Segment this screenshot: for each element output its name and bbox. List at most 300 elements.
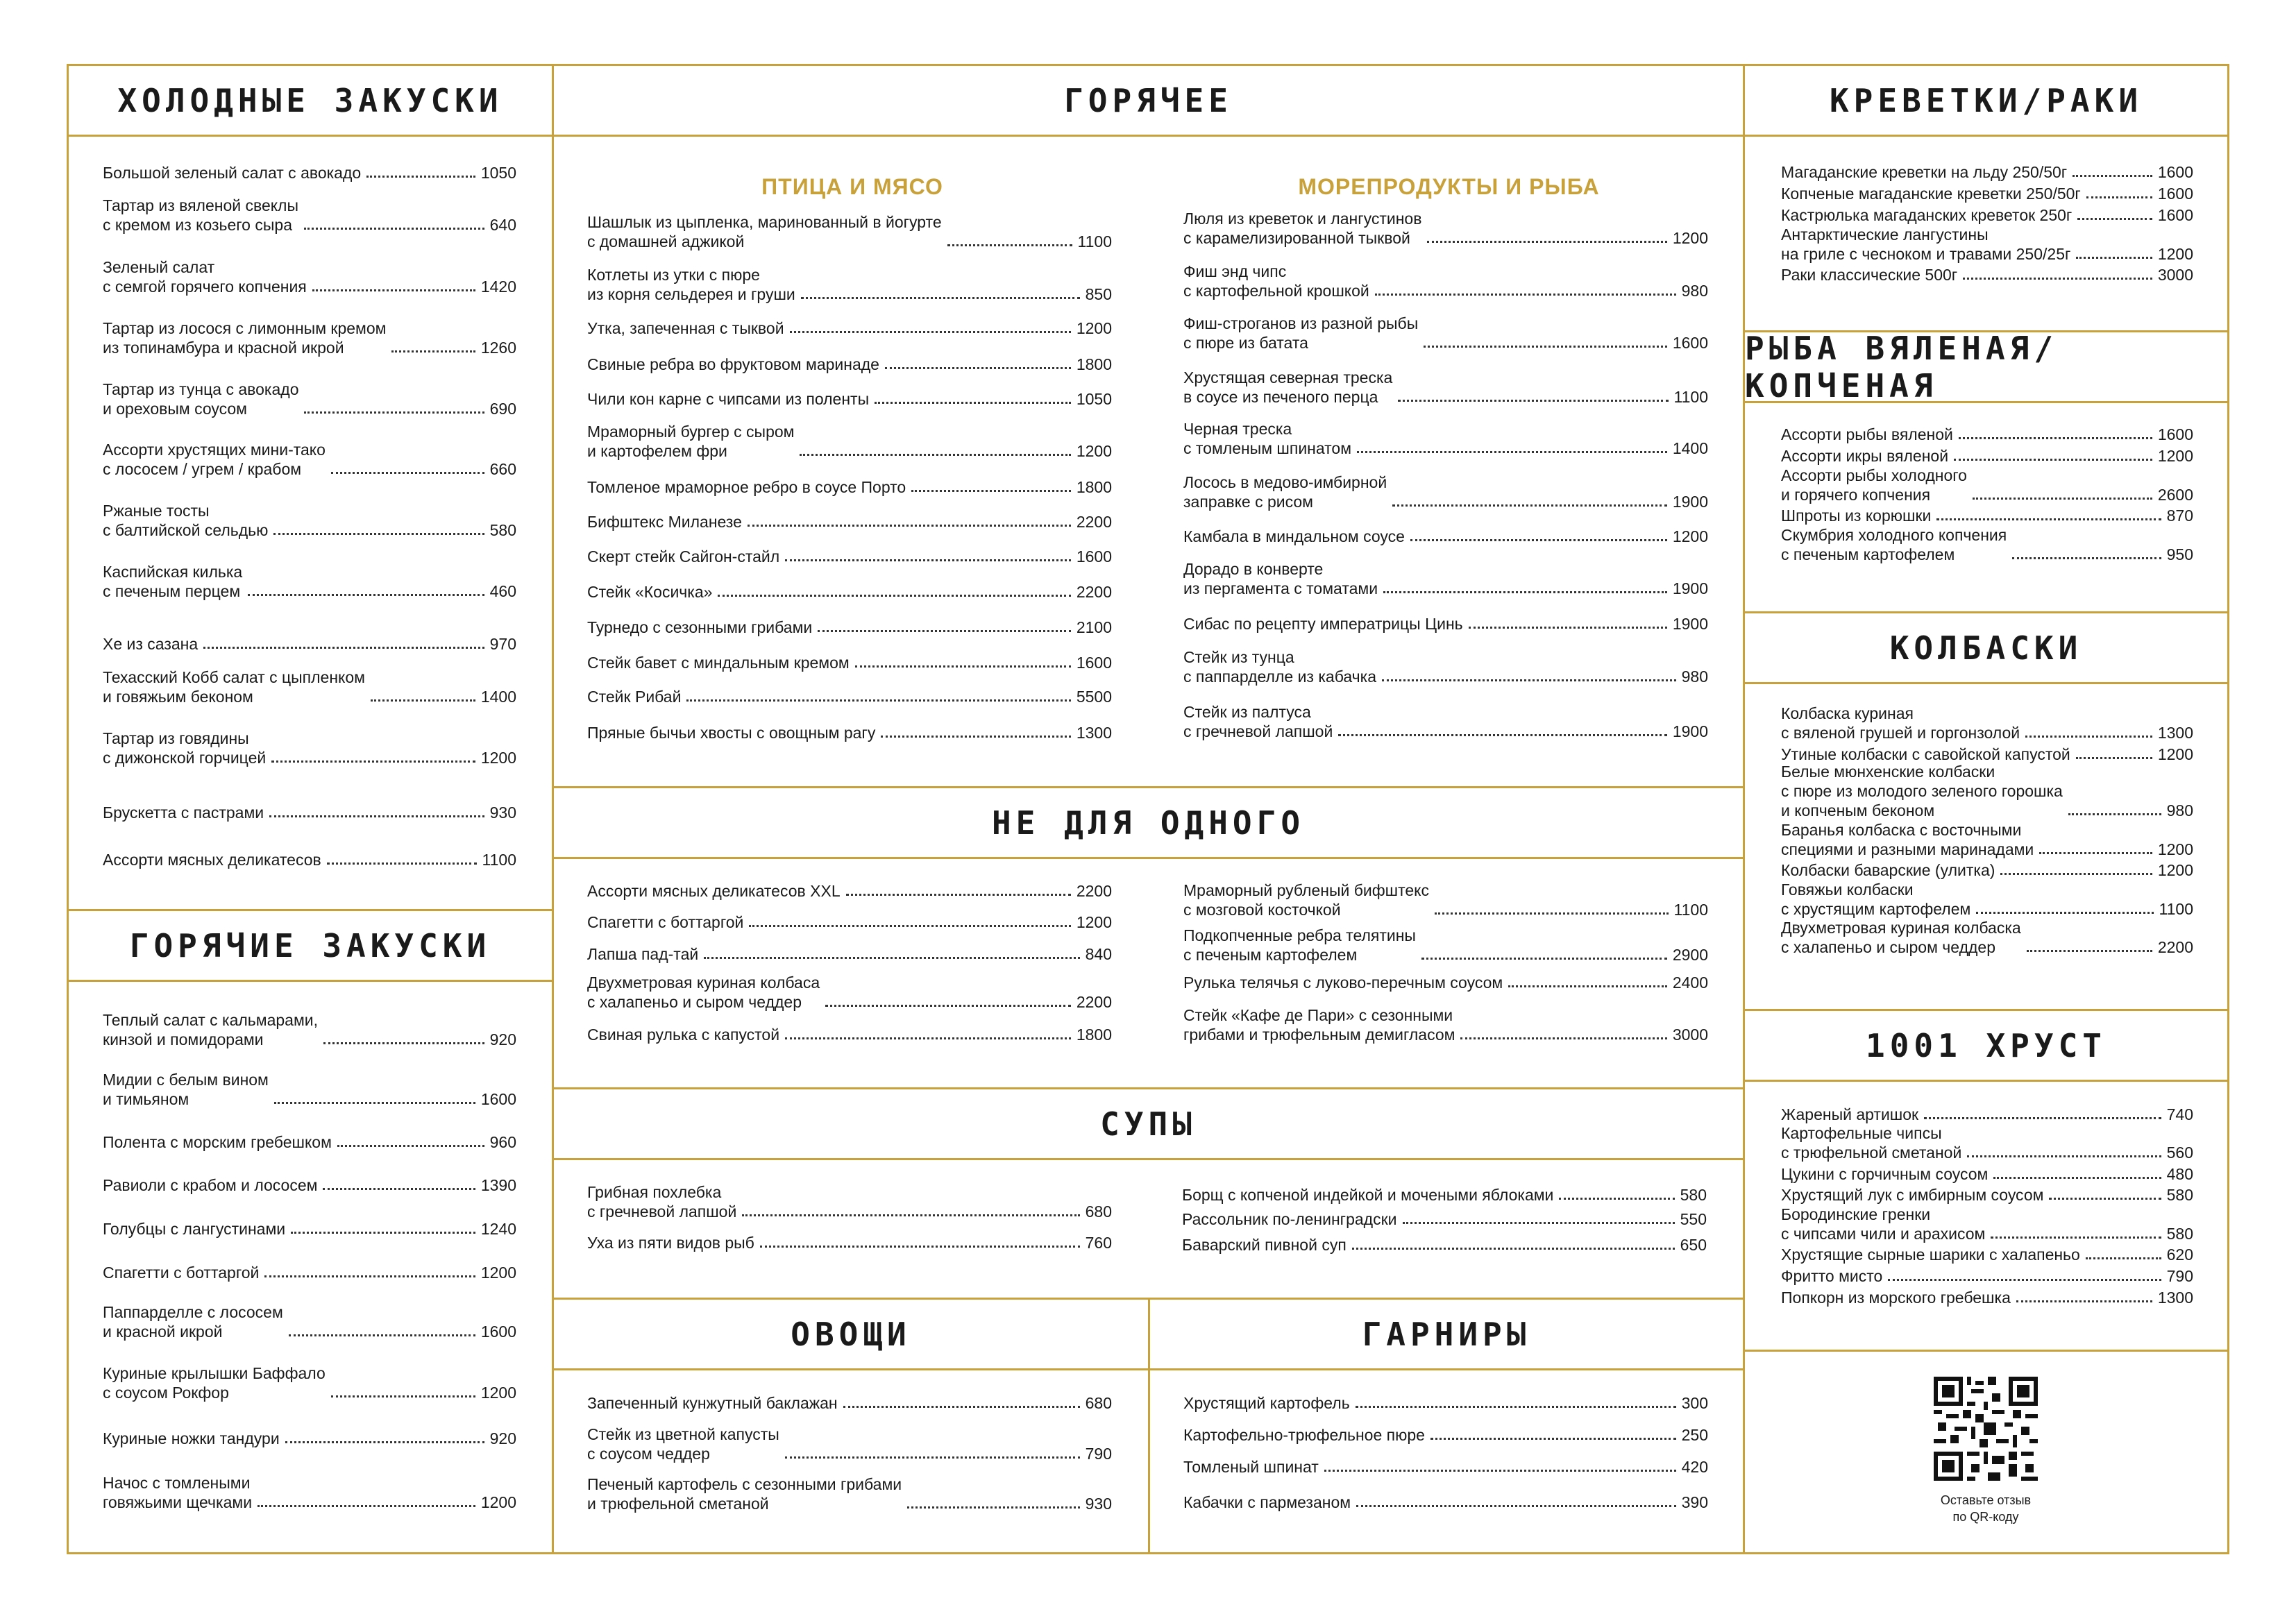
menu-item — [1781, 525, 2193, 564]
menu-item-name: Сибас по рецепту императрицы Цинь — [1183, 615, 1463, 633]
dot-leader — [2039, 852, 2152, 854]
menu-item — [1781, 466, 2193, 504]
menu-item-name: Кастрюлька магаданских креветок 250г — [1781, 206, 2073, 224]
dot-leader — [2012, 557, 2161, 559]
dot-leader — [2025, 736, 2152, 738]
section-title: НЕ ДЛЯ ОДНОГО — [554, 788, 1743, 859]
dot-leader — [1424, 346, 1667, 348]
menu-item — [1183, 1393, 1708, 1413]
menu-item-price: 1200 — [1672, 229, 1708, 247]
menu-item-price: 480 — [2166, 1165, 2193, 1183]
menu-item-name: Мраморный бургер с сыром и картофелем фри — [587, 423, 795, 460]
menu-item-name: Рулька телячья с луково-перечным соусом — [1183, 974, 1503, 992]
menu-item-price: 1300 — [2157, 724, 2193, 742]
qr-caption: Оставьте отзыв по QR-коду — [1940, 1493, 2032, 1524]
menu-item-price: 1200 — [480, 1264, 516, 1282]
menu-item — [103, 318, 516, 357]
menu-item-name: Колбаска куриная с вяленой грушей и горгонзолой — [1781, 704, 2020, 742]
dot-leader — [285, 1441, 484, 1443]
menu-item-name: Голубцы с лангустинами — [103, 1220, 286, 1238]
menu-item-price: 550 — [1680, 1210, 1707, 1228]
menu-item-price: 1200 — [480, 1493, 516, 1511]
menu-item — [1183, 973, 1708, 992]
menu-item-price: 2900 — [1672, 946, 1708, 964]
menu-item-name: Теплый салат с кальмарами, кинзой и помидорами — [103, 1011, 319, 1048]
menu-item — [587, 477, 1112, 497]
menu-item-name: Стейк «Кафе де Пари» с сезонными грибами и трюфельным демигласом — [1183, 1006, 1455, 1044]
menu-item-name: Картофельно-трюфельное пюре — [1183, 1426, 1425, 1444]
menu-item-price: 1200 — [2157, 245, 2193, 263]
menu-item — [1183, 527, 1708, 546]
menu-item — [1781, 745, 2193, 764]
dot-leader — [825, 1005, 1071, 1007]
menu-item — [103, 668, 516, 706]
menu-item-price: 1400 — [480, 688, 516, 706]
menu-item-name: Фиш-строганов из разной рыбы с пюре из батата — [1183, 314, 1419, 352]
menu-item-price: 1100 — [1077, 232, 1112, 250]
dot-leader — [885, 367, 1071, 369]
dot-leader — [1356, 1505, 1676, 1507]
menu-item-price: 1420 — [480, 278, 516, 296]
dot-leader — [881, 736, 1071, 738]
dot-leader — [1338, 734, 1667, 736]
dot-leader — [1352, 1248, 1675, 1250]
menu-item-price: 1600 — [2157, 163, 2193, 181]
section-title: 1001 ХРУСТ — [1745, 1011, 2227, 1082]
menu-item-price: 950 — [2166, 545, 2193, 563]
menu-item-price: 680 — [1085, 1203, 1112, 1221]
menu-item-name: Тартар из говядины с дижонской горчицей — [103, 729, 267, 767]
menu-item-price: 650 — [1680, 1236, 1707, 1254]
menu-item-name: Колбаски баварские (улитка) — [1781, 861, 1995, 879]
dot-leader — [1888, 1279, 2161, 1281]
menu-item-name: Каспийская килька с печеным перцем — [103, 563, 243, 600]
menu-item-name: Уха из пяти видов рыб — [587, 1234, 754, 1252]
menu-item — [103, 380, 516, 418]
menu-item-name: Техасский Кобб салат с цыпленком и говяжьим беконом — [103, 668, 365, 706]
dot-leader — [875, 402, 1071, 404]
menu-item-name: Цукини с горчичным соусом — [1781, 1165, 1989, 1183]
menu-item — [1183, 314, 1708, 352]
menu-item-price: 1600 — [480, 1323, 516, 1341]
section-title: ГОРЯЧИЕ ЗАКУСКИ — [69, 911, 552, 982]
menu-item — [1183, 419, 1708, 458]
dot-leader — [366, 176, 475, 178]
menu-item-price: 1200 — [1076, 913, 1112, 931]
menu-item-price: 620 — [2166, 1246, 2193, 1264]
qr-code-icon[interactable] — [1934, 1377, 2038, 1481]
menu-item — [587, 723, 1112, 742]
section-title: КОЛБАСКИ — [1745, 613, 2227, 684]
dot-leader — [2086, 1257, 2161, 1259]
menu-item — [103, 1263, 516, 1282]
dot-leader — [371, 699, 475, 702]
menu-item-price: 870 — [2166, 507, 2193, 525]
dot-leader — [327, 863, 477, 865]
menu-item-price: 980 — [2166, 801, 2193, 819]
menu-item — [587, 1393, 1112, 1413]
menu-item — [1183, 1493, 1708, 1512]
menu-item-price: 2400 — [1672, 974, 1708, 992]
menu-item-name: Баранья колбаска с восточными специями и разными маринадами — [1781, 821, 2034, 858]
menu-item-price: 1600 — [2157, 185, 2193, 203]
dot-leader — [843, 1406, 1080, 1408]
menu-item — [1781, 1105, 2193, 1124]
dot-leader — [1356, 1406, 1676, 1408]
dot-leader — [748, 525, 1071, 527]
dot-leader — [304, 228, 484, 230]
dot-leader — [1976, 912, 2153, 914]
dot-leader — [2000, 873, 2152, 875]
menu-item-name: Чили кон карне с чипсами из поленты — [587, 390, 870, 408]
menu-item-name: Куриные крылышки Баффало с соусом Рокфор — [103, 1364, 326, 1402]
menu-item-price: 660 — [489, 460, 516, 478]
section-title: ОВОЩИ — [554, 1300, 1148, 1370]
dot-leader — [947, 244, 1072, 246]
menu-item-price: 1200 — [480, 749, 516, 767]
menu-item — [587, 355, 1112, 374]
dot-leader — [1959, 437, 2152, 439]
menu-item — [587, 389, 1112, 409]
dot-leader — [749, 925, 1070, 927]
menu-item-name: Хрустящий картофель — [1183, 1394, 1350, 1412]
dot-leader — [2016, 1300, 2152, 1302]
dot-leader — [337, 1145, 484, 1147]
menu-item — [1182, 1185, 1707, 1205]
menu-item — [103, 1363, 516, 1402]
dot-leader — [1435, 912, 1669, 915]
menu-item-price: 840 — [1085, 945, 1112, 963]
dot-leader — [1421, 958, 1667, 960]
menu-item-name: Подкопченные ребра телятины с печеным картофелем — [1183, 926, 1416, 964]
menu-item — [103, 196, 516, 235]
menu-item-price: 1200 — [1076, 442, 1112, 460]
menu-item-name: Начос с томлеными говяжьими щечками — [103, 1474, 253, 1511]
menu-item-price: 980 — [1681, 282, 1708, 300]
menu-item — [587, 582, 1112, 602]
menu-item-name: Печеный картофель с сезонными грибами и трюфельной сметаной — [587, 1475, 902, 1513]
menu-item-price: 920 — [489, 1030, 516, 1048]
menu-item — [587, 212, 1112, 251]
menu-item-price: 1900 — [1672, 493, 1708, 511]
menu-item-name: Паппарделле с лососем и красной икрой — [103, 1303, 283, 1341]
menu-item — [1781, 1205, 2193, 1243]
menu-item-name: Скумбрия холодного копчения с печеным картофелем — [1781, 526, 2007, 563]
menu-item-name: Фритто мисто — [1781, 1267, 1883, 1285]
menu-item-price: 300 — [1681, 1394, 1708, 1412]
menu-item-name: Стейк из палтуса с гречневой лапшой — [1183, 703, 1333, 740]
menu-item-name: Утиные колбаски с савойской капустой — [1781, 745, 2070, 763]
menu-item-price: 2600 — [2157, 486, 2193, 504]
menu-item-price: 1900 — [1672, 579, 1708, 597]
dot-leader — [1460, 1037, 1666, 1039]
dot-leader — [1398, 400, 1668, 402]
menu-item-price: 3000 — [2157, 266, 2193, 284]
menu-item-name: Скерт стейк Сайгон-стайл — [587, 547, 780, 566]
menu-item-price: 1600 — [480, 1090, 516, 1108]
menu-item — [1781, 860, 2193, 880]
menu-item — [1183, 647, 1708, 686]
menu-item — [1781, 918, 2193, 957]
menu-item — [103, 1302, 516, 1341]
menu-item — [587, 944, 1112, 964]
menu-item-name: Хрустящие сырные шарики с халапеньо — [1781, 1246, 2080, 1264]
menu-item — [1781, 1266, 2193, 1286]
dot-leader — [1508, 985, 1667, 987]
menu-item-name: Тартар из вяленой свеклы с кремом из козьего сыра — [103, 196, 299, 234]
menu-item-price: 760 — [1085, 1234, 1112, 1252]
section-title: СУПЫ — [554, 1089, 1743, 1160]
dot-leader — [274, 1102, 475, 1104]
menu-item — [1182, 1209, 1707, 1229]
menu-item-price: 1900 — [1672, 615, 1708, 633]
dot-leader — [1410, 539, 1667, 541]
menu-item — [587, 265, 1112, 304]
dot-leader — [269, 815, 484, 817]
menu-item-name: Хрустящий лук с имбирным соусом — [1781, 1186, 2044, 1204]
menu-item-price: 1800 — [1076, 478, 1112, 496]
menu-item — [103, 257, 516, 296]
menu-item-price: 1050 — [1076, 390, 1112, 408]
menu-item — [1183, 473, 1708, 511]
dot-leader — [391, 350, 475, 352]
menu-item-price: 1100 — [1673, 388, 1708, 406]
menu-item-name: Ржаные тосты с балтийской сельдью — [103, 502, 269, 539]
menu-item-price: 560 — [2166, 1144, 2193, 1162]
menu-item — [103, 1473, 516, 1512]
dot-leader — [2027, 950, 2152, 952]
dot-leader — [1973, 498, 2152, 500]
subsection-title-seafood: МОРЕПРОДУКТЫ И РЫБА — [1298, 174, 1600, 199]
menu-item-price: 2200 — [1076, 993, 1112, 1011]
menu-item-price: 580 — [489, 521, 516, 539]
menu-item — [103, 850, 516, 869]
menu-item-name: Магаданские креветки на льду 250/50г — [1781, 163, 2068, 181]
menu-item-name: Полента с морским гребешком — [103, 1133, 332, 1151]
menu-item — [1781, 1164, 2193, 1184]
menu-item-price: 1200 — [1076, 319, 1112, 337]
dot-leader — [855, 665, 1071, 668]
dot-leader — [331, 472, 484, 474]
menu-item-name: Ассорти мясных деликатесов XXL — [587, 882, 841, 900]
menu-item — [103, 803, 516, 822]
menu-item-price: 680 — [1085, 1394, 1112, 1412]
menu-item-name: Фиш энд чипс с картофельной крошкой — [1183, 262, 1369, 300]
menu-item-price: 390 — [1681, 1493, 1708, 1511]
menu-item-price: 2200 — [1076, 513, 1112, 531]
menu-item — [103, 440, 516, 479]
dot-leader — [1559, 1198, 1674, 1200]
dot-leader — [271, 760, 475, 763]
menu-item-price: 580 — [1680, 1186, 1707, 1204]
menu-item — [587, 512, 1112, 532]
dot-leader — [1993, 1177, 2161, 1179]
menu-item-price: 1800 — [1076, 1026, 1112, 1044]
menu-item-name: Копченые магаданские креветки 250/50г — [1781, 185, 2081, 203]
menu-item — [1781, 184, 2193, 203]
menu-item — [103, 163, 516, 182]
menu-item — [103, 501, 516, 540]
menu-item — [103, 562, 516, 601]
dot-leader — [323, 1188, 475, 1190]
menu-item — [587, 422, 1112, 461]
dot-leader — [907, 1506, 1079, 1509]
menu-item-price: 1100 — [482, 851, 516, 869]
dot-leader — [304, 411, 484, 414]
menu-item — [587, 618, 1112, 637]
menu-item — [1781, 1123, 2193, 1162]
dot-leader — [911, 490, 1071, 492]
dot-leader — [264, 1275, 475, 1277]
menu-item-price: 850 — [1085, 285, 1112, 303]
menu-item-price: 460 — [489, 582, 516, 600]
menu-item-price: 420 — [1681, 1458, 1708, 1476]
menu-item-price: 580 — [2166, 1186, 2193, 1204]
menu-item-price: 2200 — [2157, 938, 2193, 956]
menu-item-price: 1600 — [1672, 334, 1708, 352]
menu-item-name: Грибная похлебка с гречневой лапшой — [587, 1183, 737, 1221]
menu-item-name: Брускетта с пастрами — [103, 804, 264, 822]
menu-item — [1183, 1457, 1708, 1477]
dot-leader — [1954, 459, 2152, 461]
menu-item — [587, 881, 1112, 901]
dot-leader — [1991, 1237, 2161, 1239]
menu-item — [1183, 614, 1708, 634]
menu-item-price: 790 — [2166, 1267, 2193, 1285]
menu-item-name: Тартар из лосося с лимонным кремом из топинамбура и красной икрой — [103, 319, 387, 357]
dot-leader — [323, 1042, 484, 1044]
dot-leader — [790, 331, 1071, 333]
menu-item-price: 640 — [489, 216, 516, 234]
dot-leader — [760, 1246, 1080, 1248]
menu-item-name: Белые мюнхенские колбаски с пюре из молодого зеленого горошка и копченым беконом — [1781, 763, 2063, 819]
menu-item-name: Говяжьи колбаски с хрустящим картофелем — [1781, 881, 1971, 918]
dot-leader — [2073, 175, 2152, 177]
menu-item — [587, 547, 1112, 566]
menu-item — [587, 318, 1112, 338]
dot-leader — [686, 699, 1070, 702]
menu-item-name: Спагетти с боттаргой — [103, 1264, 260, 1282]
menu-item — [587, 1025, 1112, 1044]
menu-item-name: Рассольник по-ленинградски — [1182, 1210, 1397, 1228]
menu-item — [1182, 1235, 1707, 1255]
menu-item-name: Хрустящая северная треска в соусе из печеного перца — [1183, 368, 1393, 406]
menu-item — [1781, 1245, 2193, 1264]
dot-leader — [1382, 679, 1676, 681]
menu-item-name: Двухметровая куриная колбаса с халапеньо и сыром чеддер — [587, 974, 820, 1011]
menu-item — [1781, 1288, 2193, 1307]
menu-item — [1781, 225, 2193, 264]
dot-leader — [1469, 627, 1667, 629]
menu-item-price: 1600 — [2157, 425, 2193, 443]
menu-item-price: 1260 — [480, 339, 516, 357]
menu-item-name: Люля из креветок и лангустинов с карамелизированной тыквой — [1183, 210, 1422, 247]
dot-leader — [1403, 1222, 1675, 1224]
menu-item-name: Попкорн из морского гребешка — [1781, 1289, 2011, 1307]
dot-leader — [289, 1334, 475, 1336]
menu-item — [1781, 265, 2193, 284]
menu-item-price: 790 — [1085, 1445, 1112, 1463]
dot-leader — [785, 1037, 1071, 1039]
menu-item-name: Томленый шпинат — [1183, 1458, 1319, 1476]
section-title: ГАРНИРЫ — [1150, 1300, 1743, 1370]
menu-item-name: Котлеты из утки с пюре из корня сельдерея и груши — [587, 266, 795, 303]
menu-item — [587, 912, 1112, 932]
menu-item-price: 1600 — [2157, 206, 2193, 224]
menu-item — [587, 1425, 1112, 1463]
menu-item-price: 5500 — [1076, 688, 1112, 706]
dot-leader — [2068, 813, 2161, 815]
menu-item — [1781, 762, 2193, 820]
menu-item-name: Двухметровая куриная колбаска с халапеньо и сыром чеддер — [1781, 919, 2021, 956]
dot-leader — [818, 630, 1071, 632]
menu-item-name: Раки классические 500г — [1781, 266, 1958, 284]
menu-item-name: Стейк из тунца с паппарделле из кабачка — [1183, 648, 1376, 686]
section-title: РЫБА ВЯЛЕНАЯ/КОПЧЕНАЯ — [1745, 332, 2227, 403]
dot-leader — [331, 1395, 475, 1397]
menu-item-name: Борщ с копченой индейкой и мочеными яблоками — [1182, 1186, 1554, 1204]
menu-item-price: 580 — [2166, 1225, 2193, 1243]
dot-leader — [1936, 518, 2161, 520]
dot-leader — [1324, 1470, 1676, 1472]
dot-leader — [2076, 757, 2152, 759]
menu-item — [1781, 205, 2193, 225]
menu-item-price: 960 — [489, 1133, 516, 1151]
menu-item-name: Большой зеленый салат с авокадо — [103, 164, 362, 182]
menu-item — [1781, 425, 2193, 444]
menu-item — [587, 1475, 1112, 1513]
menu-item — [1781, 1185, 2193, 1205]
menu-item — [103, 1132, 516, 1152]
menu-item-name: Утка, запеченная с тыквой — [587, 319, 784, 337]
menu-item — [1183, 368, 1708, 407]
menu-item-price: 2200 — [1076, 583, 1112, 601]
menu-item-price: 1200 — [2157, 840, 2193, 858]
menu-item-name: Стейк из цветной капусты с соусом чеддер — [587, 1425, 779, 1463]
menu-item-name: Бифштекс Миланезе — [587, 513, 742, 531]
menu-item — [103, 1219, 516, 1239]
menu-item-name: Запеченный кунжутный баклажан — [587, 1394, 838, 1412]
dot-leader — [1375, 294, 1676, 296]
menu-item-name: Хе из сазана — [103, 635, 199, 653]
dot-leader — [1963, 278, 2152, 280]
menu-item-price: 2100 — [1076, 618, 1112, 636]
menu-item — [1183, 262, 1708, 300]
menu-item-price: 1900 — [1672, 722, 1708, 740]
menu-item — [103, 1070, 516, 1109]
menu-item-price: 1100 — [2159, 900, 2193, 918]
dot-leader — [248, 594, 484, 596]
dot-leader — [258, 1505, 475, 1507]
dot-leader — [1967, 1155, 2161, 1157]
dot-leader — [291, 1232, 475, 1234]
dot-leader — [1427, 241, 1666, 243]
menu-item — [1781, 506, 2193, 525]
menu-item-name: Мраморный рубленый бифштекс с мозговой косточкой — [1183, 881, 1430, 919]
menu-item-name: Лосось в медово-имбирной заправке с рисом — [1183, 473, 1387, 511]
menu-item-name: Стейк Рибай — [587, 688, 682, 706]
menu-item-name: Турнедо с сезонными грибами — [587, 618, 813, 636]
dot-leader — [785, 1456, 1080, 1459]
menu-item-price: 1240 — [480, 1220, 516, 1238]
menu-item — [1781, 446, 2193, 466]
menu-item-name: Ассорти икры вяленой — [1781, 447, 1949, 465]
menu-item — [1781, 704, 2193, 742]
menu-item-name: Ассорти рыбы холодного и горячего копчения — [1781, 466, 1967, 504]
menu-item — [1183, 1005, 1708, 1044]
menu-item-price: 740 — [2166, 1105, 2193, 1123]
dot-leader — [742, 1214, 1079, 1216]
